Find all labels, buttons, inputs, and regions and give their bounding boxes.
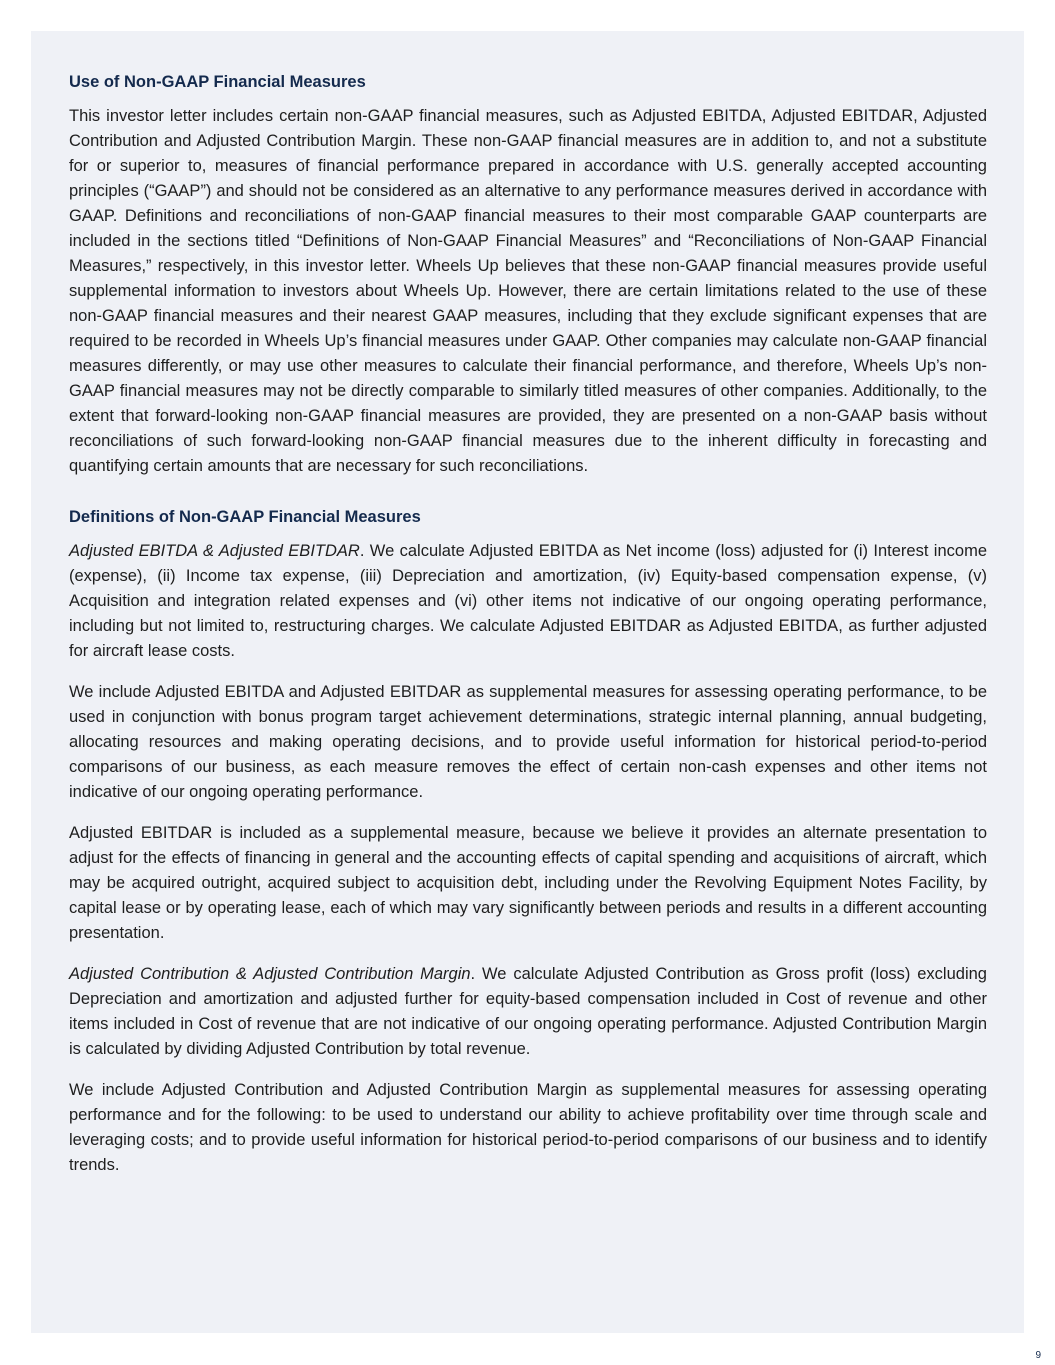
paragraph-ebitda-usage: We include Adjusted EBITDA and Adjusted EBITDAR as supplemental measures for assessing operating performance, to be used in conjunction with bonus program target achievement determinations, strategic internal planning, annual budgeting, allocating resources and making operating decisions, and to provide useful information for historical period-to-period comparisons of our business, as each measure removes the effect of certain non-cash expenses and other items not indicative of our ongoing operating performance. [69, 683, 987, 801]
paragraph-contribution-definition [69, 962, 987, 1062]
section-heading-use-of-non-gaap: Use of Non-GAAP Financial Measures [69, 73, 366, 91]
paragraph-ebitda-definition [69, 539, 987, 664]
ebitda-definition-text: . We calculate Adjusted EBITDA as Net income (loss) adjusted for (i) Interest income (expense), (ii) Income tax expense, (iii) Depreciation and amortization, (iv) Equity-based compensation expense, (v) Acquisition and integration related expenses and (vi) other items not indicative of our ongoing operating performance, including but not limited to, restructuring charges. We calculate Adjusted EBITDAR as Adjusted EBITDA, as further adjusted for aircraft lease costs. [69, 542, 988, 660]
paragraph-ebitdar-rationale: Adjusted EBITDAR is included as a supplemental measure, because we believe it provides an alternate presentation to adjust for the effects of financing in general and the accounting effects of capital spending and acquisitions of aircraft, which may be acquired outright, acquired subject to acquisition debt, including under the Revolving Equipment Notes Facility, by capital lease or by operating lease, each of which may vary significantly between periods and results in a different accounting presentation. [69, 824, 987, 942]
document-body [69, 70, 987, 1178]
paragraph-contribution-usage: We include Adjusted Contribution and Adjusted Contribution Margin as supplemental measures for assessing operating performance and for the following: to be used to understand our ability to achieve profitability over time through scale and leveraging costs; and to provide useful information for historical period-to-period comparisons of our business and to identify trends. [69, 1081, 987, 1174]
term-adjusted-contribution: Adjusted Contribution & Adjusted Contribution Margin [69, 965, 471, 983]
section-heading-definitions: Definitions of Non-GAAP Financial Measures [69, 508, 421, 526]
paragraph-non-gaap-intro: This investor letter includes certain non-GAAP financial measures, such as Adjusted EBITDA, Adjusted EBITDAR, Adjusted Contribution and Adjusted Contribution Margin. These non-GAAP financial measures are in addition to, and not a substitute for or superior to, measures of financial performance prepared in accordance with U.S. generally accepted accounting principles (“GAAP”) and should not be considered as an alternative to any performance measures derived in accordance with GAAP. Definitions and reconciliations of non-GAAP financial measures to their most comparable GAAP counterparts are included in the sections titled “Definitions of Non-GAAP Financial Measures” and “Reconciliations of Non-GAAP Financial Measures,” respectively, in this investor letter. Wheels Up believes that these non-GAAP financial measures provide useful supplemental information to investors about Wheels Up. However, there are certain limitations related to the use of these non-GAAP financial measures and their nearest GAAP measures, including that they exclude significant expenses that are required to be recorded in Wheels Up’s financial measures under GAAP. Other companies may calculate non-GAAP financial measures differently, or may use other measures to calculate their financial performance, and therefore, Wheels Up’s non-GAAP financial measures may not be directly comparable to similarly titled measures of other companies. Additionally, to the extent that forward-looking non-GAAP financial measures are provided, they are presented on a non-GAAP basis without reconciliations of such forward-looking non-GAAP financial measures due to the inherent difficulty in forecasting and quantifying certain amounts that are necessary for such reconciliations. [69, 107, 987, 475]
contribution-definition-text: . We calculate Adjusted Contribution as Gross profit (loss) excluding Depreciation and amortization and adjusted further for equity-based compensation included in Cost of revenue and other items included in Cost of revenue that are not indicative of our ongoing operating performance. Adjusted Contribution Margin is calculated by dividing Adjusted Contribution by total revenue. [69, 965, 987, 1058]
page-number: 9 [1035, 1350, 1041, 1361]
term-adjusted-ebitda: Adjusted EBITDA & Adjusted EBITDAR [69, 542, 360, 560]
